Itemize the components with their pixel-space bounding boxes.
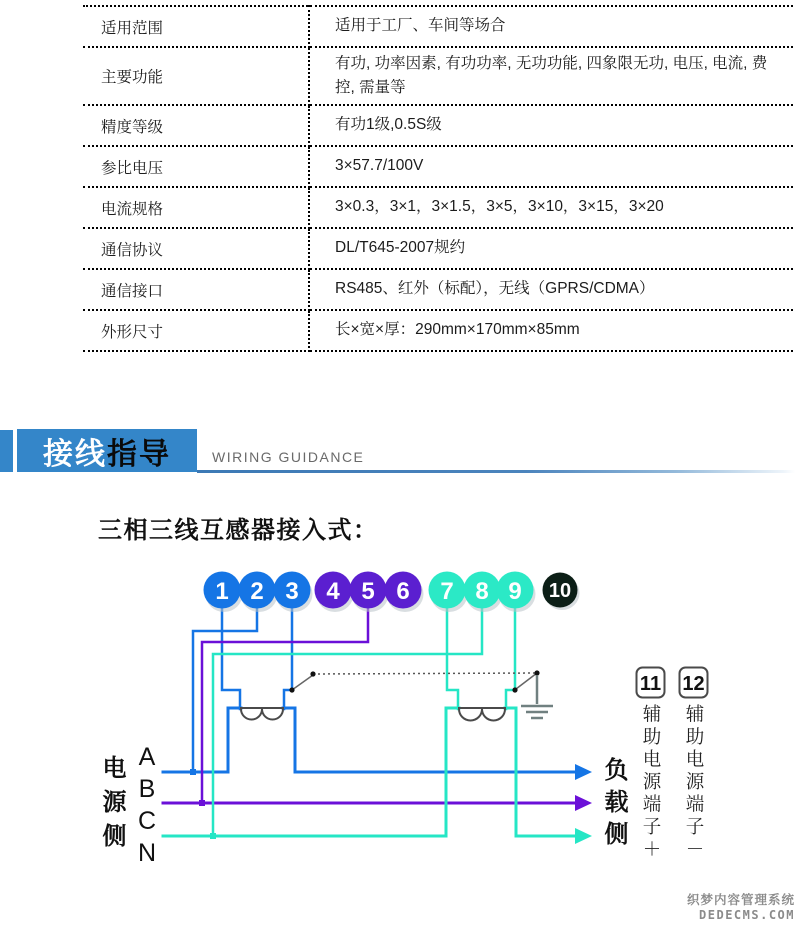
- aux-terminal-boxes: [637, 668, 708, 698]
- terminal-1-number: 1: [215, 578, 229, 605]
- spec-value: 有功1级,0.5S级: [309, 105, 793, 146]
- aux-terminal-11-number: 11: [639, 673, 662, 695]
- load-side-label: 负载侧: [600, 757, 627, 853]
- arrow-phase-a: [575, 764, 592, 780]
- watermark: [687, 890, 795, 922]
- watermark-line2: DEDECMS.COM: [699, 908, 795, 922]
- spec-label: 通信接口: [83, 269, 309, 310]
- terminal-6-number: 6: [396, 578, 410, 605]
- phase-letters: [131, 741, 163, 869]
- aux-terminal-11-label: 辅助电源端子＋: [641, 704, 662, 862]
- wire-terminal-9: [506, 606, 515, 709]
- source-side-label: 电源侧: [98, 755, 125, 857]
- phase-a-label: A: [138, 743, 156, 771]
- terminal-5-number: 5: [361, 578, 375, 605]
- spec-label: 适用范围: [83, 6, 309, 47]
- terminal-4-number: 4: [326, 578, 340, 605]
- watermark-line1: 织梦内容管理系统: [686, 893, 795, 907]
- terminal-9-number: 9: [508, 578, 522, 605]
- phase-b-label: B: [138, 775, 156, 803]
- spec-value: 长×宽×厚：290mm×170mm×85mm: [309, 310, 793, 351]
- section-title-primary: 接线: [43, 437, 107, 471]
- spec-value: 3×0.3，3×1，3×1.5，3×5，3×10，3×15，3×20: [309, 187, 793, 228]
- terminal-circles: [204, 572, 580, 613]
- current-transformer-c: [458, 708, 506, 721]
- spec-value: 有功, 功率因素, 有功功率, 无功功能, 四象限无功, 电压, 电流, 费控, 需量等: [309, 47, 793, 105]
- aux-terminal-12-number: 12: [682, 673, 705, 695]
- diagram-title: 三相三线互感器接入式：: [98, 517, 379, 544]
- ground-switch-link: [289, 670, 539, 692]
- aux-terminal-12-label: 辅助电源端子－: [684, 704, 705, 862]
- spec-label: 精度等级: [83, 105, 309, 146]
- terminal-3-number: 3: [285, 578, 299, 605]
- spec-value: RS485、红外（标配），无线（GPRS/CDMA）: [309, 269, 793, 310]
- terminal-2-number: 2: [250, 578, 264, 605]
- spec-value: 适用于工厂、车间等场合: [309, 6, 793, 47]
- arrow-phase-c: [575, 828, 592, 844]
- section-subtitle: WIRING GUIDANCE: [212, 449, 365, 465]
- junction-c: [210, 833, 216, 839]
- section-title-secondary: 指导: [107, 437, 171, 471]
- arrow-phase-b: [575, 795, 592, 811]
- junction-a: [190, 769, 196, 775]
- spec-value: DL/T645-2007规约: [309, 228, 793, 269]
- junction-b: [199, 800, 205, 806]
- wire-terminal-1: [222, 606, 240, 709]
- wire-terminal-7: [447, 606, 458, 709]
- spec-label: 外形尺寸: [83, 310, 309, 351]
- spec-value: 3×57.7/100V: [309, 146, 793, 187]
- phase-n-label: N: [137, 839, 157, 867]
- spec-label: 主要功能: [83, 47, 309, 105]
- spec-label: 电流规格: [83, 187, 309, 228]
- terminal-8-number: 8: [475, 578, 489, 605]
- terminal-10-number: 10: [548, 580, 572, 602]
- wire-terminal-3: [284, 606, 292, 709]
- terminal-7-number: 7: [440, 578, 454, 605]
- spec-label: 参比电压: [83, 146, 309, 187]
- spec-label: 通信协议: [83, 228, 309, 269]
- current-transformer-a: [240, 708, 284, 720]
- phase-c-label: C: [137, 807, 157, 835]
